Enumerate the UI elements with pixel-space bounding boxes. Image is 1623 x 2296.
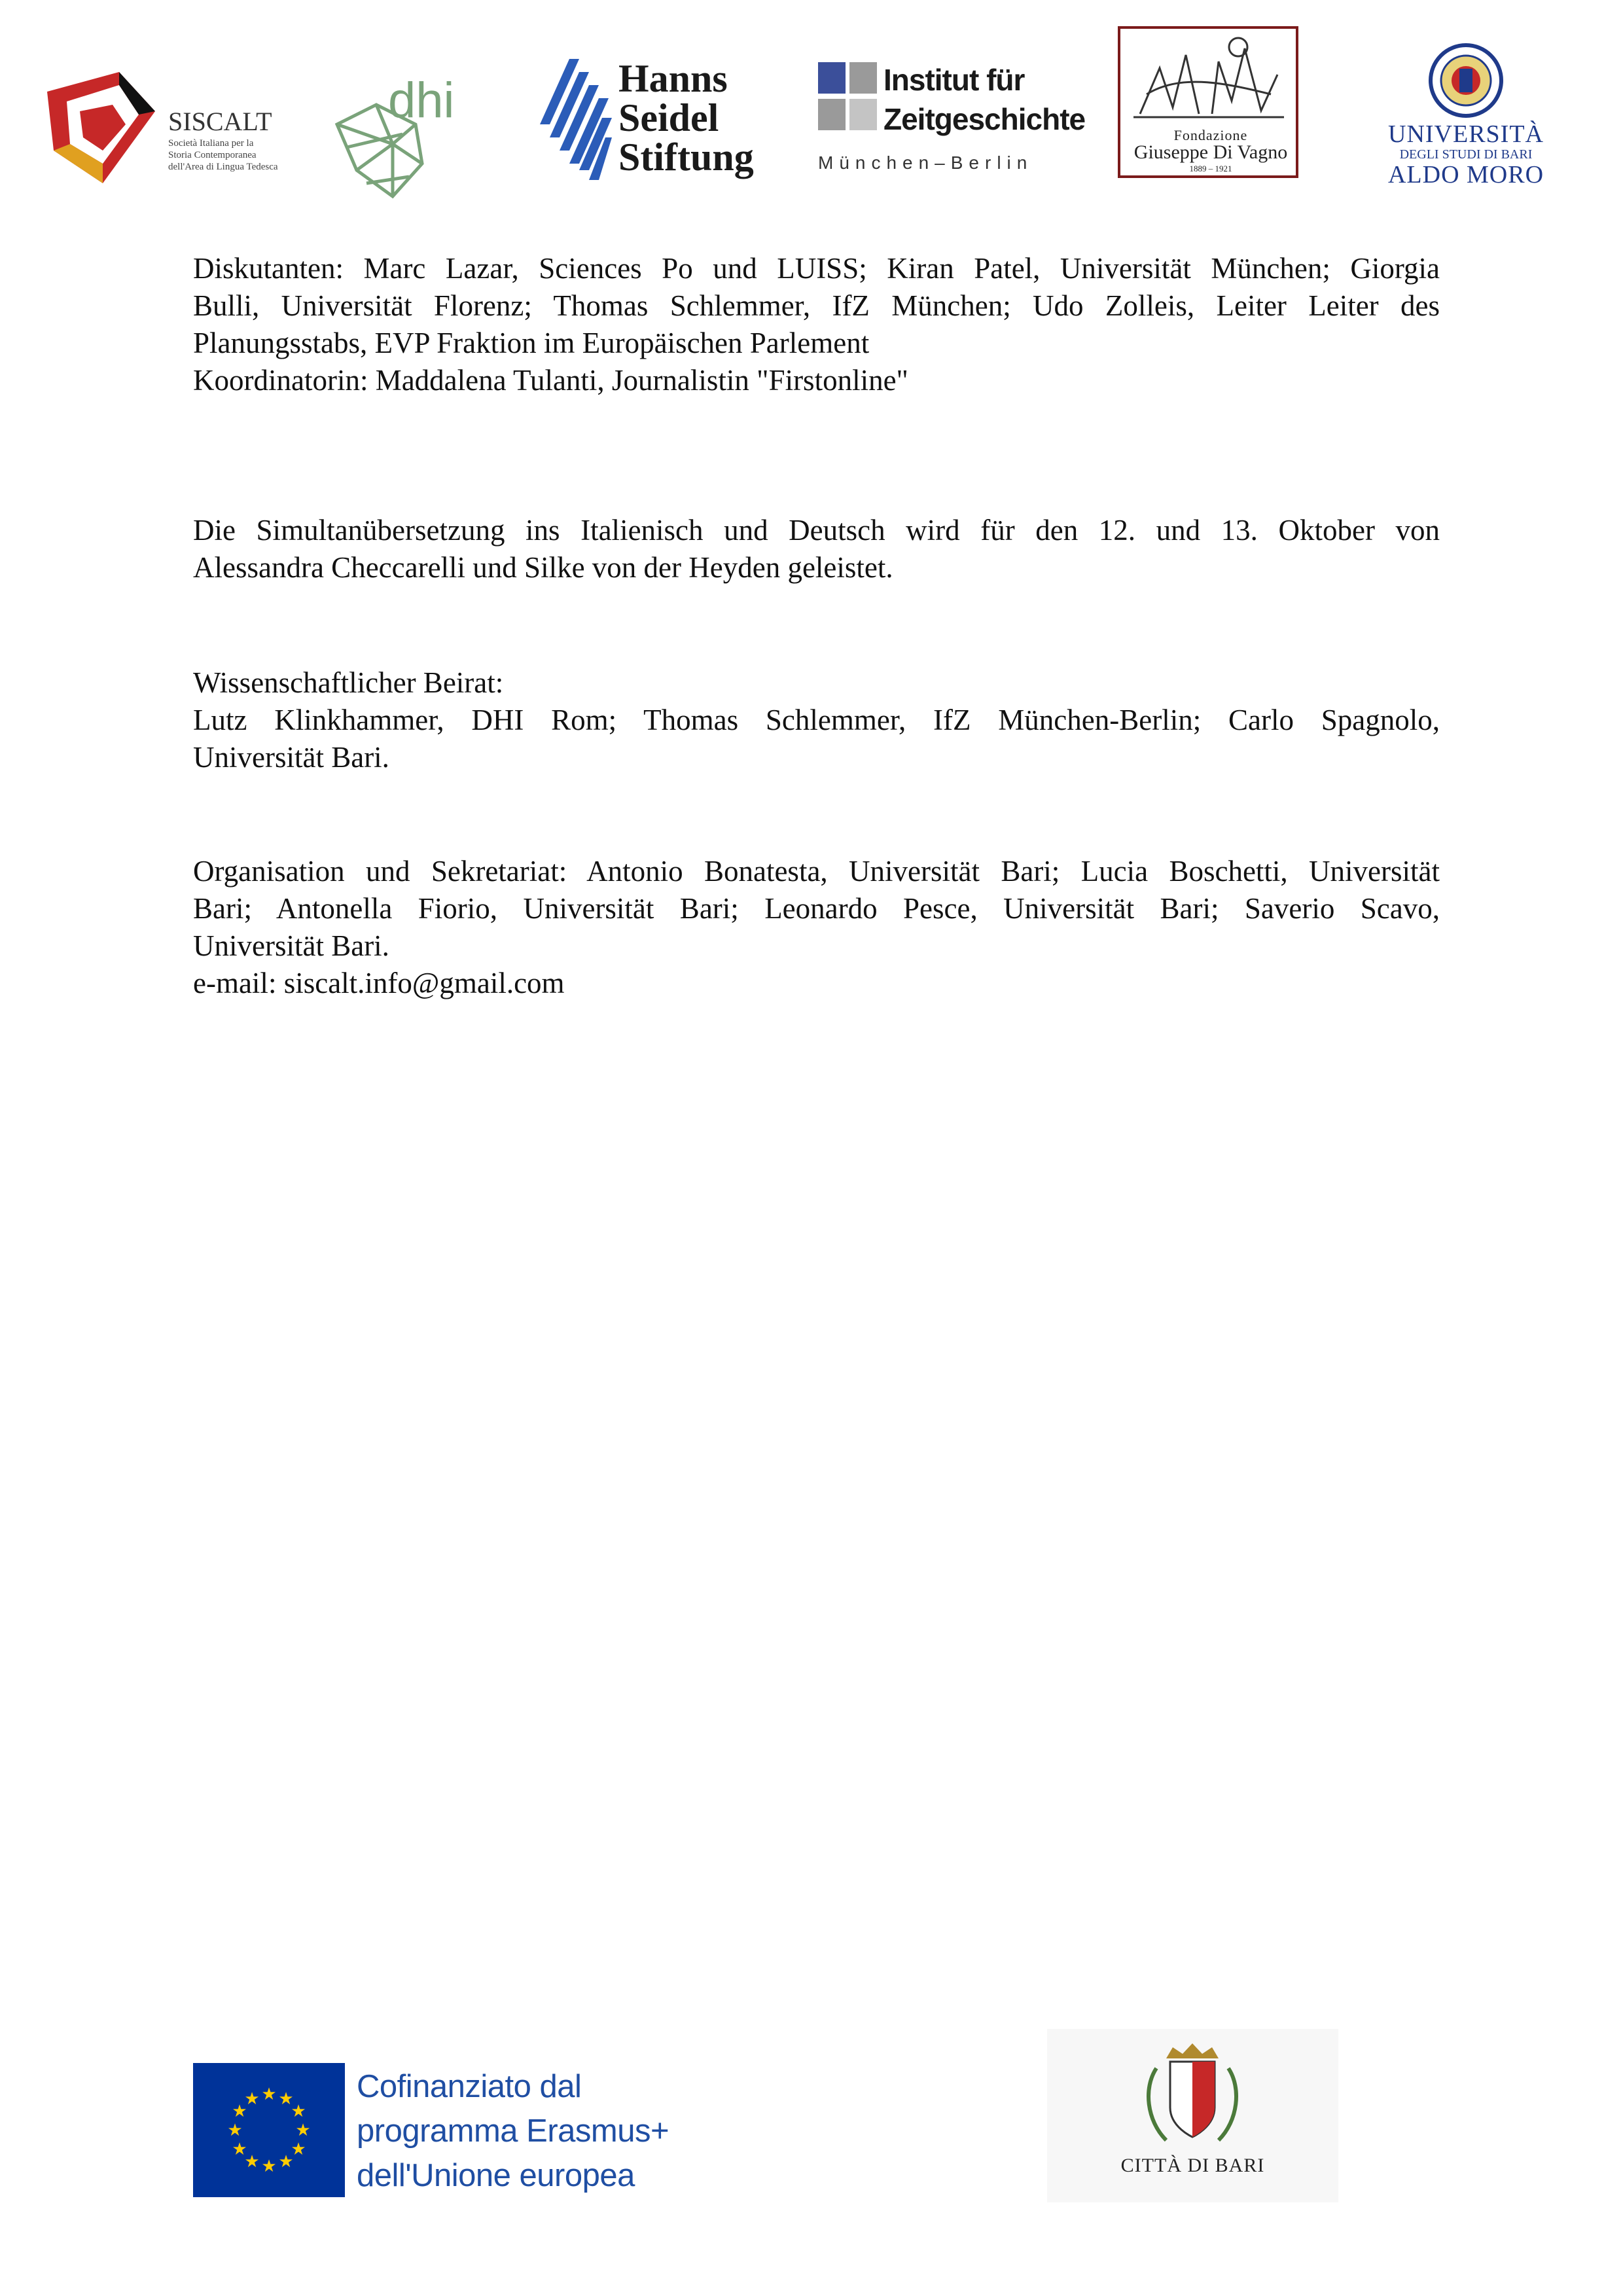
text-line: Bulli, Universität Florenz; Thomas Schlemmer, IfZ München; Udo Zolleis, Leiter Leiter des [193,289,1440,322]
svg-text:★: ★ [232,2140,247,2159]
svg-text:★: ★ [227,2121,243,2140]
text-line: Planungsstabs, EVP Fraktion im Europäischen Parlement [193,327,870,359]
vagno-years: 1889 – 1921 [1189,164,1232,173]
svg-text:★: ★ [278,2089,294,2109]
text-line: Lutz Klinkhammer, DHI Rom; Thomas Schlemmer, IfZ München-Berlin; Carlo Spagnolo, [193,704,1440,736]
hanns-seidel-stiftung-logo [540,59,776,190]
hss-wordmark: Hanns Seidel Stiftung [618,57,754,179]
svg-text:★: ★ [244,2152,260,2172]
bari-label: CITTÀ DI BARI [1120,2155,1265,2176]
ifz-line1: Institut für [883,63,1025,97]
dhi-logo [330,65,488,203]
ifz-line2: Zeitgeschichte [883,102,1086,136]
ifz-logo [818,62,1086,187]
hss-stripes-icon [540,59,612,183]
email-line: e-mail: siscalt.info@gmail.com [193,967,565,999]
text-line: Organisation und Sekretariat: Antonio Bonatesta, Universität Bari; Lucia Boschetti, Universität [193,855,1440,888]
universita-bari-logo [1368,43,1564,193]
uniba-line3: ALDO MORO [1387,161,1544,188]
ifz-squares-icon [818,62,880,134]
text-line: Bari; Antonella Fiorio, Universität Bari; Leonardo Pesce, Universität Bari; Saverio Scavo, [193,892,1440,925]
organisation-paragraph [193,853,1440,1002]
bari-coat-of-arms-icon [1047,2029,1338,2153]
siscalt-subtitle: Società Italiana per la Storia Contemporanea dell'Area di Lingua Tedesca [168,138,278,172]
vagno-line2: Giuseppe Di Vagno [1133,141,1288,163]
uniba-line2: DEGLI STUDI DI BARI [1399,147,1533,162]
ifz-location: München–Berlin [818,152,1033,173]
svg-text:★: ★ [261,2157,277,2176]
uniba-line1: UNIVERSITÀ [1388,120,1544,148]
citta-di-bari-logo [1047,2029,1338,2202]
svg-text:★: ★ [232,2102,247,2121]
svg-text:★: ★ [278,2152,294,2172]
text-line: Alessandra Checcarelli und Silke von der Heyden geleistet. [193,551,893,584]
vagno-frame [1118,26,1298,178]
siscalt-name: SISCALT [168,107,272,136]
fondazione-di-vagno-logo [1118,26,1301,183]
simultan-paragraph [193,512,1440,586]
svg-text:★: ★ [291,2102,306,2121]
beirat-paragraph [193,664,1440,776]
eu-flag-icon [193,2063,345,2197]
text-line: Universität Bari. [193,741,389,774]
siscalt-logo [41,65,276,196]
eu-stars-icon [193,2063,345,2197]
svg-text:★: ★ [295,2121,311,2140]
vagno-engraving-icon [1120,29,1296,124]
siscalt-emblem-icon [41,65,165,190]
svg-text:★: ★ [261,2085,277,2104]
text-line: Wissenschaftlicher Beirat: [193,666,504,699]
erasmus-caption: Cofinanziato dal programma Erasmus+ dell'Unione europea [357,2069,669,2193]
uniba-seal-icon [1368,43,1564,121]
text-line: Die Simultanübersetzung ins Italienisch und Deutsch wird für den 12. und 13. Oktober von [193,514,1440,547]
vagno-line1: Fondazione [1173,127,1248,143]
svg-text:★: ★ [291,2140,306,2159]
erasmus-cofunding-badge [193,2063,690,2197]
diskutanten-paragraph [193,250,1440,399]
text-line: Diskutanten: Marc Lazar, Sciences Po und LUISS; Kiran Patel, Universität München; Giorgia [193,252,1440,285]
text-line: Universität Bari. [193,929,389,962]
svg-text:★: ★ [244,2089,260,2109]
text-line: Koordinatorin: Maddalena Tulanti, Journalistin "Firstonline" [193,364,908,397]
dhi-name: dhi [388,73,455,128]
